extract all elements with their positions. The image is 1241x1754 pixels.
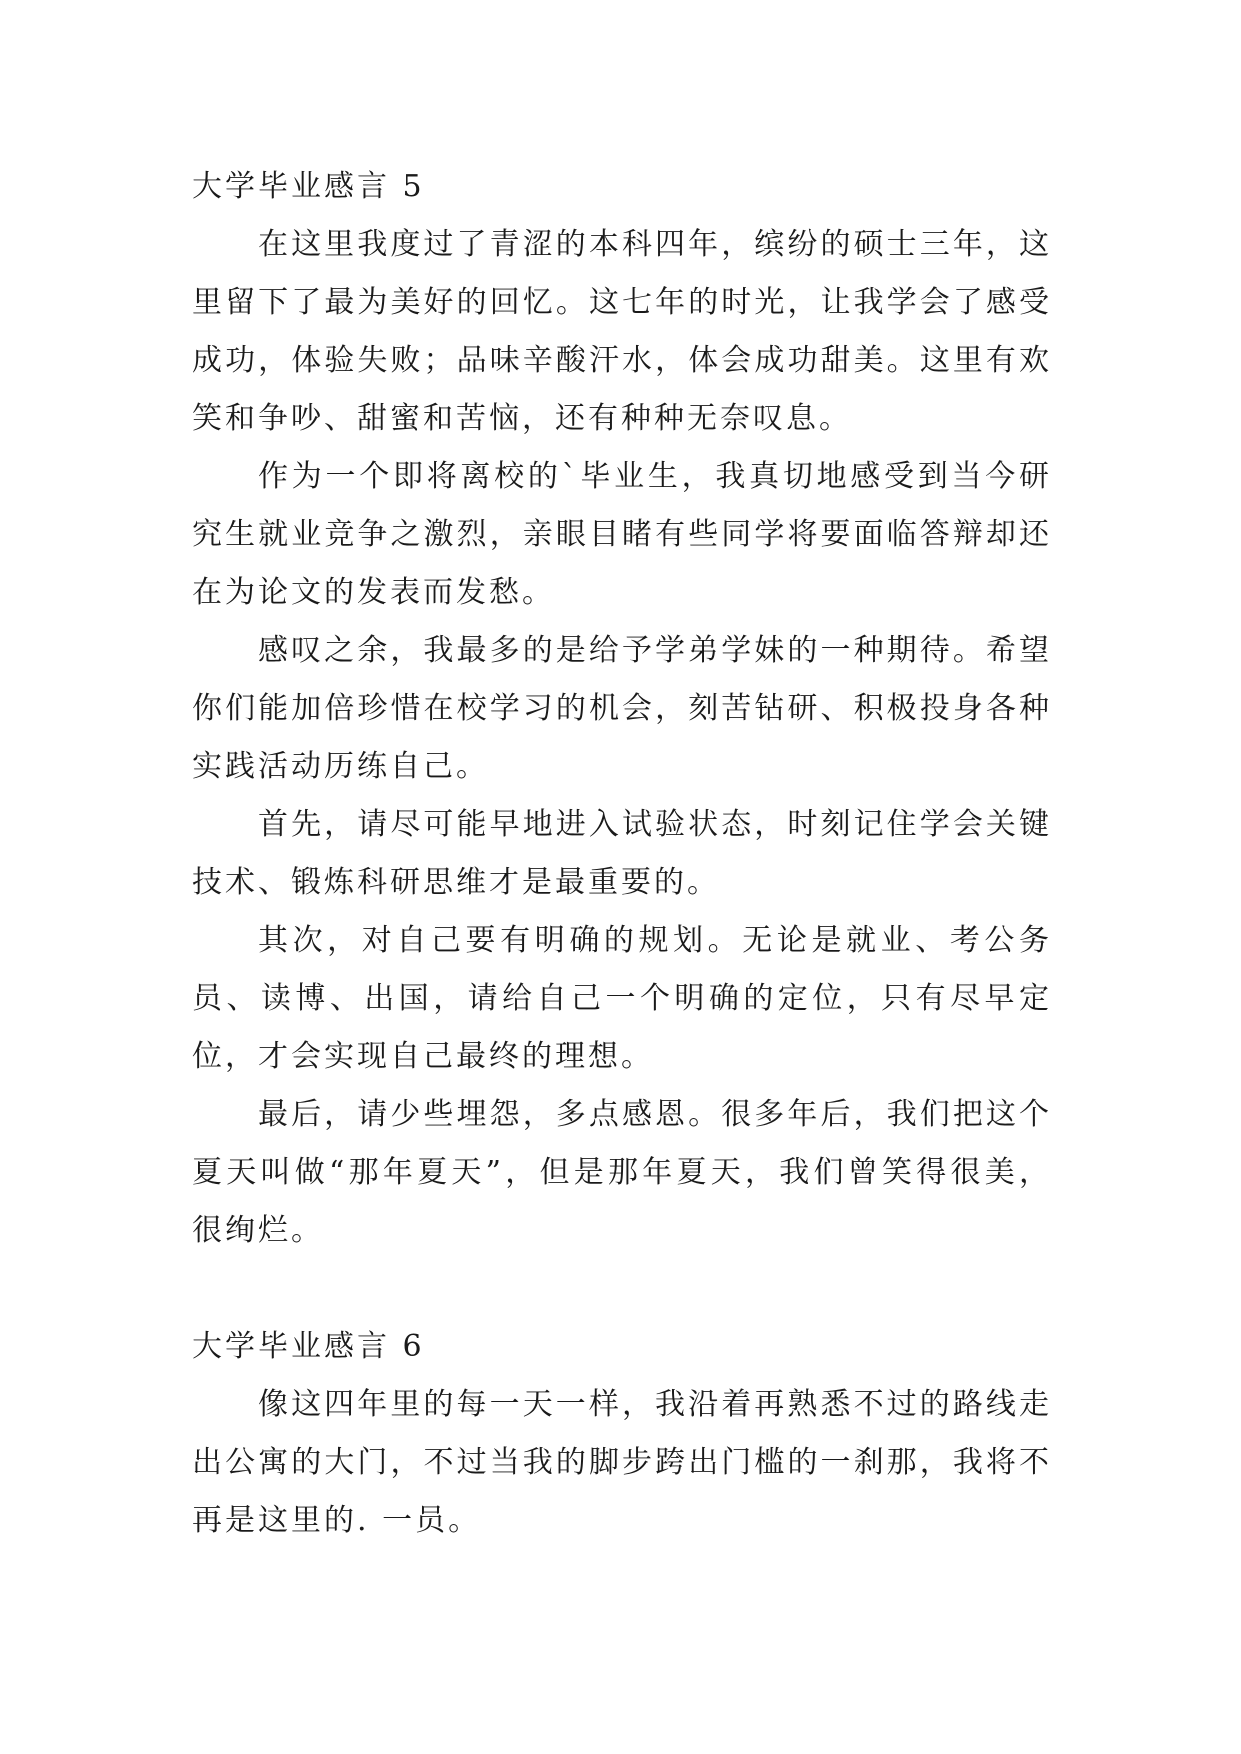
document-body [192, 158, 1052, 1550]
paragraph: 最后，请少些埋怨，多点感恩。很多年后，我们把这个夏天叫做“那年夏天”，但是那年夏天，我们曾笑得很美，很绚烂。 [192, 1097, 1052, 1248]
paragraph: 像这四年里的每一天一样，我沿着再熟悉不过的路线走出公寓的大门，不过当我的脚步跨出门槛的一刹那，我将不再是这里的. 一员。 [192, 1387, 1052, 1538]
section-graduation-speech-6 [192, 1318, 1052, 1550]
section-heading: 大学毕业感言 5 [192, 169, 425, 204]
paragraph: 首先，请尽可能早地进入试验状态，时刻记住学会关键技术、锻炼科研思维才是最重要的。 [192, 807, 1052, 900]
section-graduation-speech-5 [192, 158, 1052, 1260]
paragraph: 感叹之余，我最多的是给予学弟学妹的一种期待。希望你们能加倍珍惜在校学习的机会，刻苦钻研、积极投身各种实践活动历练自己。 [192, 633, 1052, 784]
paragraph: 在这里我度过了青涩的本科四年，缤纷的硕士三年，这里留下了最为美好的回忆。这七年的时光，让我学会了感受成功，体验失败；品味辛酸汗水，体会成功甜美。这里有欢笑和争吵、甜蜜和苦恼，还有种种无奈叹息。 [192, 227, 1052, 436]
paragraph: 作为一个即将离校的`毕业生，我真切地感受到当今研究生就业竞争之激烈，亲眼目睹有些同学将要面临答辩却还在为论文的发表而发愁。 [192, 459, 1052, 610]
section-heading: 大学毕业感言 6 [192, 1329, 425, 1364]
paragraph: 其次，对自己要有明确的规划。无论是就业、考公务员、读博、出国，请给自己一个明确的定位，只有尽早定位，才会实现自己最终的理想。 [192, 923, 1052, 1074]
